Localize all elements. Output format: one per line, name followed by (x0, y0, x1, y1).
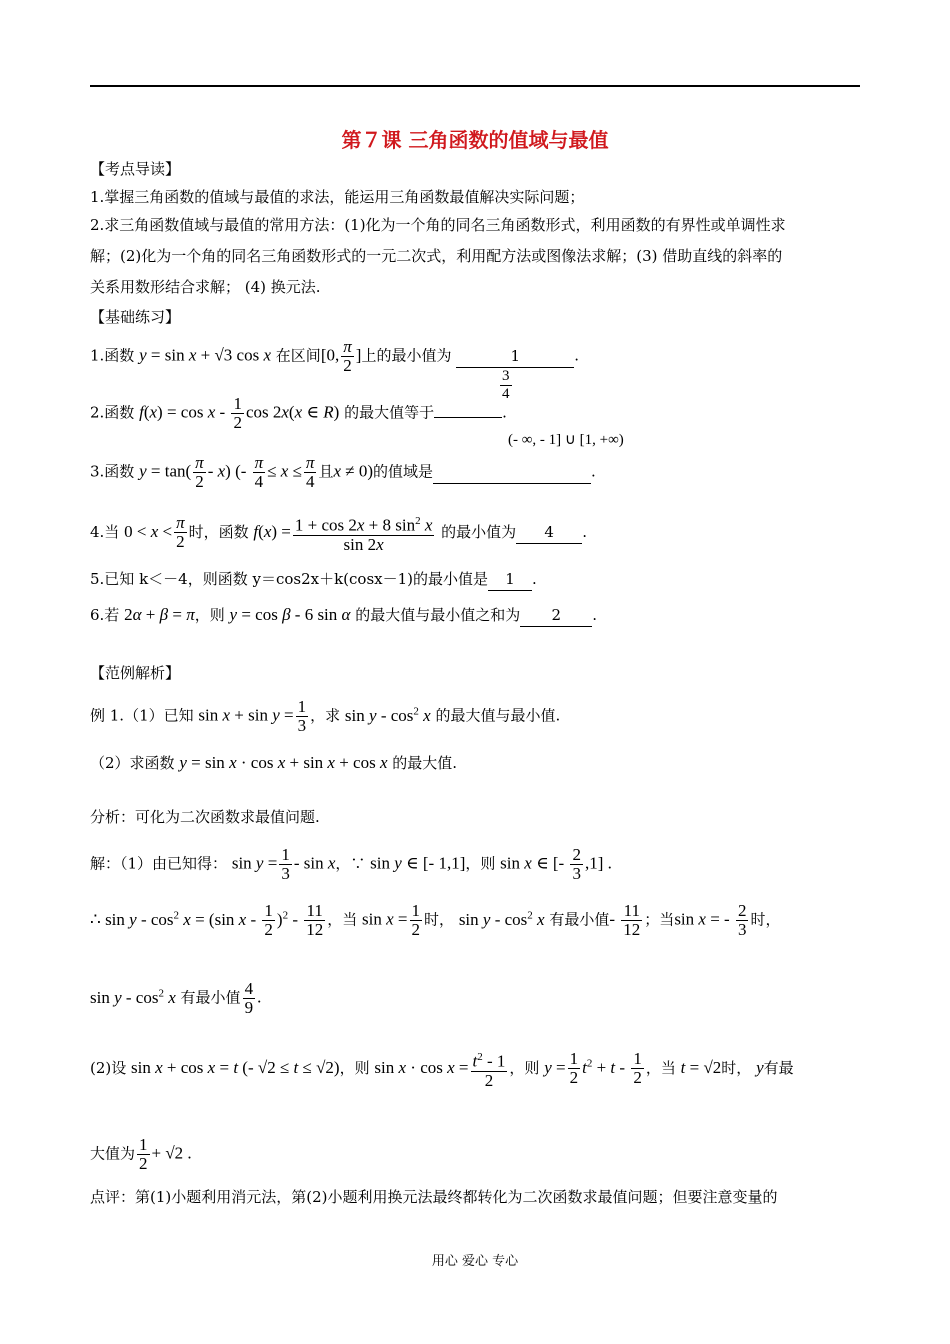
q4-suffix: 的最小值为 (441, 522, 517, 541)
sol1-prefix: 解：（1）由已知得： (90, 854, 228, 873)
exercise-3: 3.函数 y = tan( $\frac{\pi}{2}$ - x) (- $\frac{\pi}{4}$ ≤ x ≤ $\frac{\pi}{4}$ 且x ≠ 0)的值域是 . (90, 453, 596, 491)
q6-answer: 2 (520, 604, 592, 627)
exercise-1: 1.函数 y = sin x + √3 cos x 在区间[0, $\frac{\pi}{2}$ ]上的最小值为 1 . (90, 337, 580, 375)
q6-suffix: 的最大值与最小值之和为 (355, 606, 521, 624)
page-title: 第７课 三角函数的值域与最值 (341, 128, 609, 152)
page-footer: 用心 爱心 专心 (431, 1254, 519, 1269)
solution-4: (2)设 sin x + cos x = t (- √2 ≤ t ≤ √2)，则 sin x · cos x = $\frac{t^2 - 1}{2}$ ，则 y = $\frac{1}{2}$ $t^2 + t$ - $\frac{1}{2}$ ，当 t = √2时， y有最 (90, 1049, 794, 1090)
exercise-2: 2.函数 f(x) = cos x - $\frac{1}{2}$ cos 2x(x ∈ R) 的最大值等于 . (90, 394, 507, 432)
ex2-prefix: （2）求函数 (90, 754, 175, 772)
exercise-6: 6.若 2α + β = π，则 y = cos β - 6 sin α 的最大值与最小值之和为 2 . (90, 604, 597, 627)
q6-prefix: 6.若 (90, 606, 120, 624)
q2-answer: 3 4 (502, 368, 510, 402)
sol5-prefix: 大值为 (90, 1144, 136, 1163)
q3-and: 且 (318, 462, 334, 481)
solution-5: 大值为 $\frac{1}{2}$ + √2 . (90, 1135, 192, 1173)
q6-mid: ，则 (194, 606, 225, 624)
guide-item-1: 1.掌握三角函数的值域与最值的求法，能运用三角函数最值解决实际问题； (90, 188, 585, 206)
sol1-mid: ，∵ (335, 854, 366, 873)
solution-3: sin y - $\cos^2 x$ 有最小值 $\frac{4}{9}$ . (90, 979, 262, 1017)
ex1-prefix: 例 1.（1）已知 (90, 706, 194, 725)
q3-prefix: 3.函数 (90, 462, 135, 481)
q5-text: 5.已知 k＜－4，则函数 y＝cos2x＋k(cosx－1)的最小值是 (90, 570, 489, 588)
q1-answer: 1 (456, 345, 574, 368)
sol1-then: ，则 (465, 854, 496, 873)
ex1-suffix: 的最大值与最小值. (435, 706, 561, 725)
solution-2: ∴ $\sin y - \cos^2 x = (\sin$ x - $\frac{1}{2}$ )$^2$ - $\frac{11}{12}$ ，当 sin x = $\frac{1}{2}$ 时， sin y - $\cos^2 x$ 有最小值- $\frac{11}{12}$ ；当sin x = - $\frac{2}{3}$ 时， (90, 901, 781, 939)
sol4-then: ，则 (339, 1058, 370, 1077)
q1-in: 在区间 (275, 346, 321, 365)
section-examples: 【范例解析】 (90, 664, 181, 682)
sol4-when: ，当 (645, 1058, 676, 1077)
sol4-tail: 有最 (763, 1058, 794, 1077)
header-rule (90, 85, 860, 87)
solution-1: 解：（1）由已知得： sin y = $\frac{1}{3}$ - sin x，∵ sin y ∈ [- 1,1]，则 sin x ∈ [- $\frac{2}{3}$ ,1] . (90, 845, 612, 883)
q4-answer: 4 (516, 521, 582, 544)
sol4-then2: ，则 (509, 1058, 540, 1077)
guide-item-2a: 2.求三角函数值域与最值的常用方法：(1)化为一个角的同名三角函数形式，利用函数的有界性或单调性求 (90, 216, 786, 234)
sol2-then2: 时， (750, 910, 781, 929)
sol3-min2: 有最小值 (180, 988, 241, 1007)
section-guide: 【考点导读】 (90, 160, 181, 178)
ex2-suffix: 的最大值. (392, 754, 458, 772)
q2-suffix: 的最大值等于 (344, 403, 435, 422)
exercise-5: 5.已知 k＜－4，则函数 y＝cos2x＋k(cosx－1)的最小值是 1 . (90, 568, 537, 591)
q1-suffix: 上的最小值为 (361, 346, 452, 365)
q5-answer: 1 (488, 568, 532, 591)
sol4-prefix: (2)设 (90, 1058, 127, 1077)
guide-item-2b: 解；(2)化为一个角的同名三角函数形式的一元二次式，利用配方法或图像法求解；(3) 借助直线的斜率的 (90, 247, 783, 265)
q3-answer: (- ∞, - 1] ∪ [1, +∞) (508, 432, 624, 448)
sol2-then1: 时， (424, 910, 455, 929)
ex1-mid: ，求 (310, 706, 341, 725)
example-2: （2）求函数 y = sin x · cos x + sin x + cos x 的最大值. (90, 753, 458, 772)
comment: 点评：第(1)小题利用消元法，第(2)小题利用换元法最终都转化为二次函数求最值问题；但要注意变量的 (90, 1188, 778, 1206)
q4-prefix: 4.当 (90, 522, 120, 541)
q3-suffix: 的值域是 (373, 462, 434, 481)
example-1: 例 1.（1）已知 sin x + sin y = $\frac{1}{3}$ ，求 sin y - $\cos^2 x$ 的最大值与最小值. (90, 697, 561, 735)
guide-item-2c: 关系用数形结合求解； (4) 换元法. (90, 278, 321, 296)
q2-prefix: 2.函数 (90, 403, 135, 422)
section-basic: 【基础练习】 (90, 308, 181, 326)
analysis: 分析：可化为二次函数求最值问题. (90, 808, 320, 826)
q4-mid: 时，函数 (188, 522, 249, 541)
q1-prefix: 1.函数 (90, 346, 135, 365)
sol4-max: 时， (721, 1058, 752, 1077)
sol2-min1: 有最小值 (549, 910, 610, 929)
exercise-4: 4.当 0 < x < $\frac{\pi}{2}$ 时，函数 f(x) = $\frac{1 + \cos 2x + 8 \sin^2 x}{\sin 2x}$ 的最小值为 4 . (90, 513, 587, 554)
sol2-when1: ，当 (327, 910, 358, 929)
sol2-when2: ；当 (644, 910, 675, 929)
